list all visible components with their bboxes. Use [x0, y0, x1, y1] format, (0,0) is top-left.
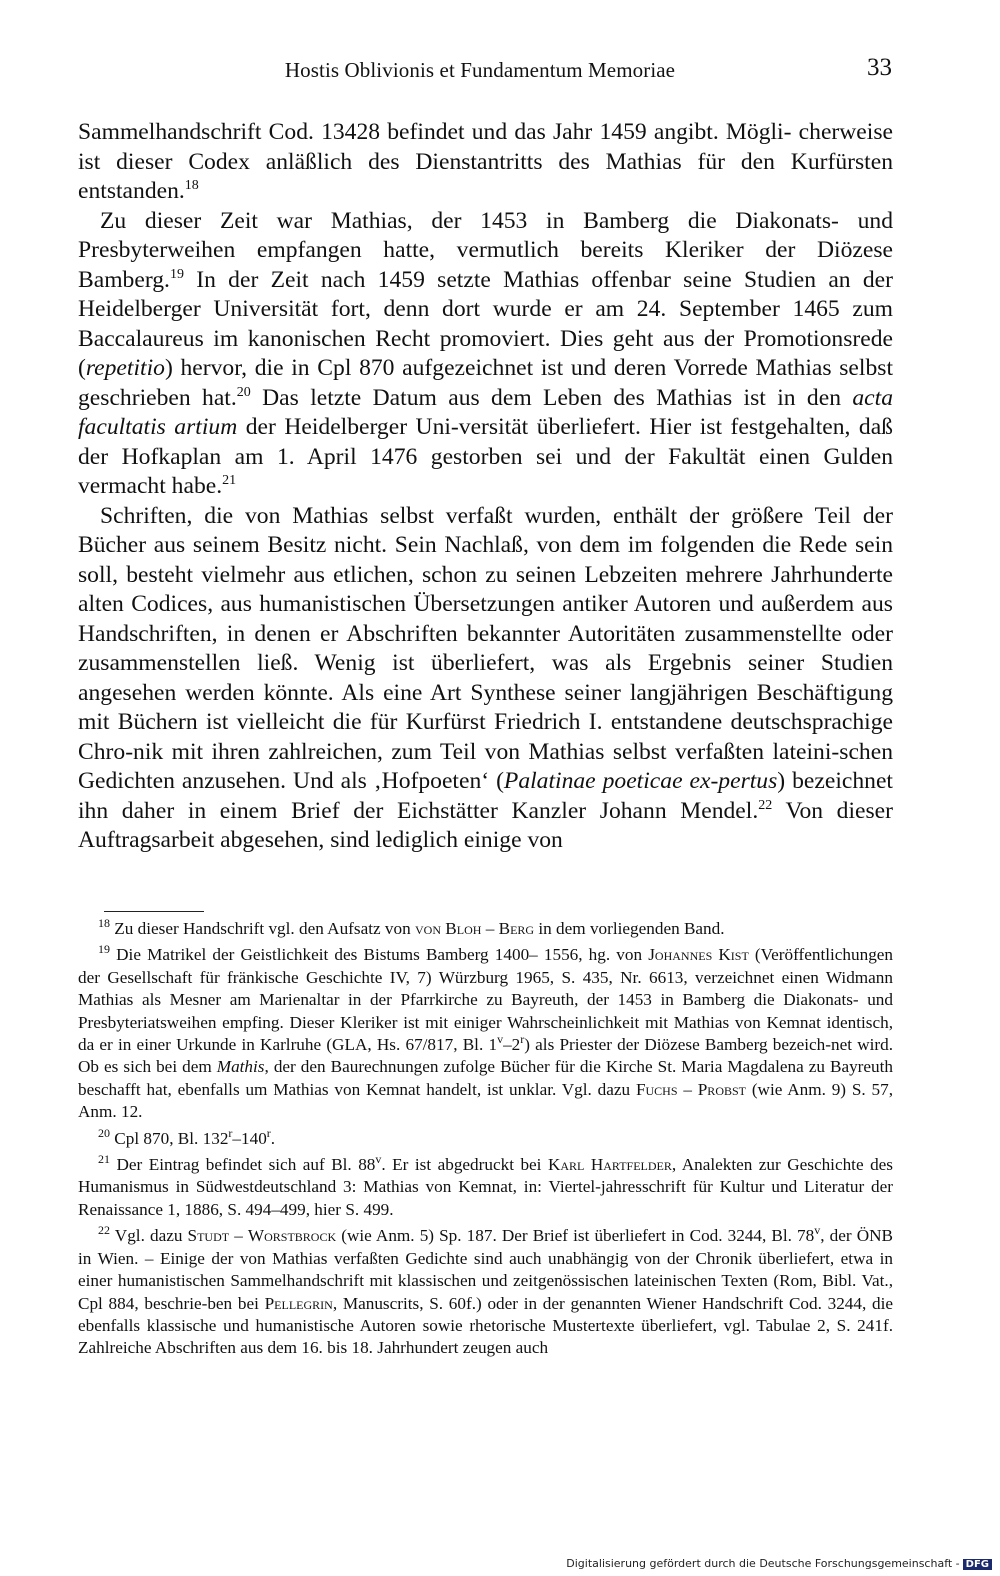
fn19-text-a: Die Matrikel der Geistlichkeit des Bistums Bamberg 1400– 1556, hg. von — [116, 945, 649, 965]
fn20-text-b: –140 — [232, 1128, 267, 1148]
p2-text-d: Das letzte Datum aus dem Leben des Mathias ist in den — [250, 384, 853, 411]
fn19-author-1: Johannes Kist — [648, 945, 749, 965]
p1-line-1: Sammelhandschrift Cod. 13428 befindet und das Jahr 1459 angibt. Mögli- — [78, 119, 792, 145]
footnote-number: 18 — [98, 916, 110, 930]
p3-text-a: Schriften, die von Mathias selbst verfaßt wurden, enthält der größere Teil der Bücher aus seinem Besitz nicht. Sein Nachlaß, von dem im folgenden die Rede sein soll, besteht vielmehr aus etlichen, schon zu seinen Lebzeiten mehrere Jahrhunderte alten Codices, aus humanistischen Übersetzungen antiker Autoren und außerdem aus Handschriften, in denen er Abschriften bekannter Autoritäten zusammenstellte oder zusammenstellen ließ. Wenig ist überliefert, was als Ergebnis seiner Studien angesehen werden könnte. Als eine Art Synthese seiner langjährigen Beschäftigung mit Büchern ist vielleicht die für Kurfürst Friedrich I. entstandene deutschsprachige Chro-nik mit ihren zahlreichen, zum Teil von Mathias selbst verfaßten lateini-schen Gedichten anzusehen. Und als ‚Hofpoeten‘ ( — [78, 502, 893, 794]
fn19-text-d: ) als Priester der Diözese Bamberg bezeich-net wird. Ob es sich bei dem — [78, 1035, 894, 1077]
paragraph-3 — [78, 502, 893, 856]
fn19-text-f: – — [677, 1079, 698, 1099]
footnote-18 — [78, 918, 893, 940]
fn19-text-c: –2 — [503, 1035, 521, 1055]
digitization-note: Digitalisierung gefördert durch die Deutsche Forschungsgemeinschaft - — [566, 1557, 960, 1570]
p2-italic-acta: acta facultatis artium — [78, 384, 893, 440]
fn22-text-c: (wie Anm. 5) Sp. 187. Der Brief ist überliefert in Cod. 3244, Bl. 78 — [336, 1226, 815, 1246]
p2-italic-repetitio: repetitio — [85, 355, 165, 381]
fn19-text-b: (Veröffentlichungen der Gesellschaft für fränkische Geschichte IV, 7) Würzburg 1965, S. 435, Nr. 6613, verzeichnet einen Widmann Mathias als Mesner am Marienaltar in der Pfarrkirche zu Bayreuth, der 1453 in Bamberg die Diakonats- und Presbyteriatsweihen empfing. Dieser Kleriker ist mit einiger Wahrscheinlichkeit mit Mathias von Kemnat identisch, da er in einer Urkunde in Karlruhe (GLA, Hs. 67/817, Bl. 1 — [78, 945, 894, 1055]
p3-text-b: ) bezeichnet ihn daher in einem Brief der Eichstätter Kanzler Johann Mendel. — [78, 768, 893, 824]
p2-text-b: In der Zeit nach 1459 setzte Mathias offenbar seine Studien an der Heidelberger Universität fort, denn dort wurde er am 24. September 1465 zum Baccalaureus im kanonischen Recht promoviert. Dies geht aus der Promotionsrede ( — [78, 266, 893, 381]
digitization-credit — [566, 1557, 992, 1570]
fn22-author-3: Pellegrin — [264, 1293, 333, 1313]
fn22-sup-1: v — [814, 1223, 821, 1238]
fn19-sup-1: v — [497, 1032, 504, 1047]
fn18-text-b: – — [481, 919, 499, 938]
fn19-sup-2: r — [520, 1032, 525, 1047]
running-title: Hostis Oblivionis et Fundamentum Memoriae — [284, 58, 676, 82]
fn22-text-e: , Manuscrits, S. 60f.) oder in der genannten Wiener Handschrift Cod. 3244, die ebenfalls klassische und humanistische Autoren sowie rhetorische Mustertexte überliefert, vgl. Tabulae 2, S. 241f. Zahlreiche Abschriften aus dem 16. bis 18. Jahrhundert zeugen auch — [78, 1293, 893, 1358]
footnote-number: 21 — [98, 1152, 110, 1167]
fn19-text-e: , der den Baurechnungen zufolge Bücher für die Kirche St. Maria Magdalena zu Bayreuth beschafft hat, ebenfalls um Mathias von Kemnat handelt, ist unklar. Vgl. dazu — [78, 1057, 893, 1099]
main-text — [78, 118, 893, 856]
dfg-logo: DFG — [963, 1559, 992, 1570]
page-number: 33 — [867, 54, 892, 81]
footnote-21 — [78, 1154, 893, 1221]
fn22-text-a: Vgl. dazu — [114, 1226, 188, 1246]
fn22-author-2: Worstbrock — [247, 1226, 337, 1246]
fn21-text-a: Der Eintrag befindet sich auf Bl. 88 — [116, 1155, 376, 1175]
fn19-author-2: Fuchs — [635, 1079, 678, 1099]
fn22-text-d: , der ÖNB in Wien. – Einige der von Mathias verfaßten Gedichte sind auch unabhängig von der Chronik überliefert, etwa in einer humanistischen Sammelhandschrift mit klassischen und zeitgenössischen lateinischen Texten (Rom, Bibl. Vat., Cpl 884, beschrie-ben bei — [78, 1226, 893, 1313]
footnote-22 — [78, 1225, 893, 1359]
paragraph-2 — [78, 207, 893, 502]
p2-text-c: ) hervor, die in Cpl 870 aufgezeichnet ist und deren Vorrede Mathias selbst geschrieben hat. — [78, 355, 893, 411]
fn20-text-a: Cpl 870, Bl. 132 — [114, 1128, 229, 1148]
footnote-number: 22 — [98, 1223, 110, 1238]
footnote-20 — [78, 1125, 893, 1150]
fn21-text-c: , Analekten zur Geschichte des Humanismus in Südwestdeutschland 3: Mathias von Kemnat, in: Viertel-jahresschrift für Kultur und Literatur der Renaissance 1, 1886, S. 494–499, hier S. 499. — [78, 1155, 893, 1219]
footnotes — [78, 918, 893, 1364]
fn18-text-c: in dem vorliegenden Band. — [534, 919, 725, 938]
fn19-text-g: (wie Anm. 9) S. 57, Anm. 12. — [78, 1079, 894, 1122]
fn19-italic-mathis: Mathis — [216, 1057, 265, 1077]
p3-text-c: Von dieser Auftragsarbeit abgesehen, sind lediglich einige von — [78, 797, 894, 853]
footnote-separator — [104, 911, 204, 912]
fn20-text-c: . — [270, 1128, 276, 1148]
fn21-sup-1: v — [375, 1152, 382, 1167]
fn18-author-1: von Bloh — [415, 919, 482, 938]
footnote-ref-18: 18 — [184, 178, 199, 193]
fn22-author-1: Studt — [187, 1226, 230, 1246]
fn21-author-1: Karl Hartfelder — [547, 1155, 672, 1175]
footnote-ref-19: 19 — [169, 266, 184, 282]
fn21-text-b: . Er ist abgedruckt bei — [381, 1155, 548, 1175]
footnote-number: 19 — [98, 942, 110, 957]
footnote-number: 20 — [98, 1125, 110, 1140]
p2-text-a: Zu dieser Zeit war Mathias, der 1453 in Bamberg die Diakonats- und Presbyterweihen empfangen hatte, vermutlich bereits Kleriker der Diözese Bamberg. — [78, 207, 893, 293]
fn18-author-2: Berg — [498, 919, 535, 938]
p1-line-3: Kurfürsten entstanden. — [78, 148, 894, 204]
fn20-sup-1: r — [228, 1125, 233, 1140]
footnote-ref-20: 20 — [236, 384, 251, 400]
footnote-19 — [78, 944, 893, 1123]
p2-text-e: der Heidelberger Uni-versität überliefert. Hier ist festgehalten, daß der Hofkaplan am 1. April 1476 gestorben sei und der Fakultät einen Gulden vermacht habe. — [78, 414, 893, 499]
p3-italic-palatinae: Palatinae poeticae ex-pertus — [503, 768, 778, 794]
fn18-text-a: Zu dieser Handschrift vgl. den Aufsatz von — [114, 919, 416, 938]
paragraph-1 — [78, 118, 893, 207]
footnote-ref-22: 22 — [758, 797, 773, 813]
fn22-text-b: – — [229, 1226, 248, 1246]
p1-line-2: cherweise ist dieser Codex anläßlich des Dienstantritts des Mathias für den — [78, 119, 893, 175]
footnote-ref-21: 21 — [222, 473, 237, 488]
fn20-sup-2: r — [266, 1125, 271, 1140]
fn19-author-3: Probst — [697, 1079, 746, 1099]
